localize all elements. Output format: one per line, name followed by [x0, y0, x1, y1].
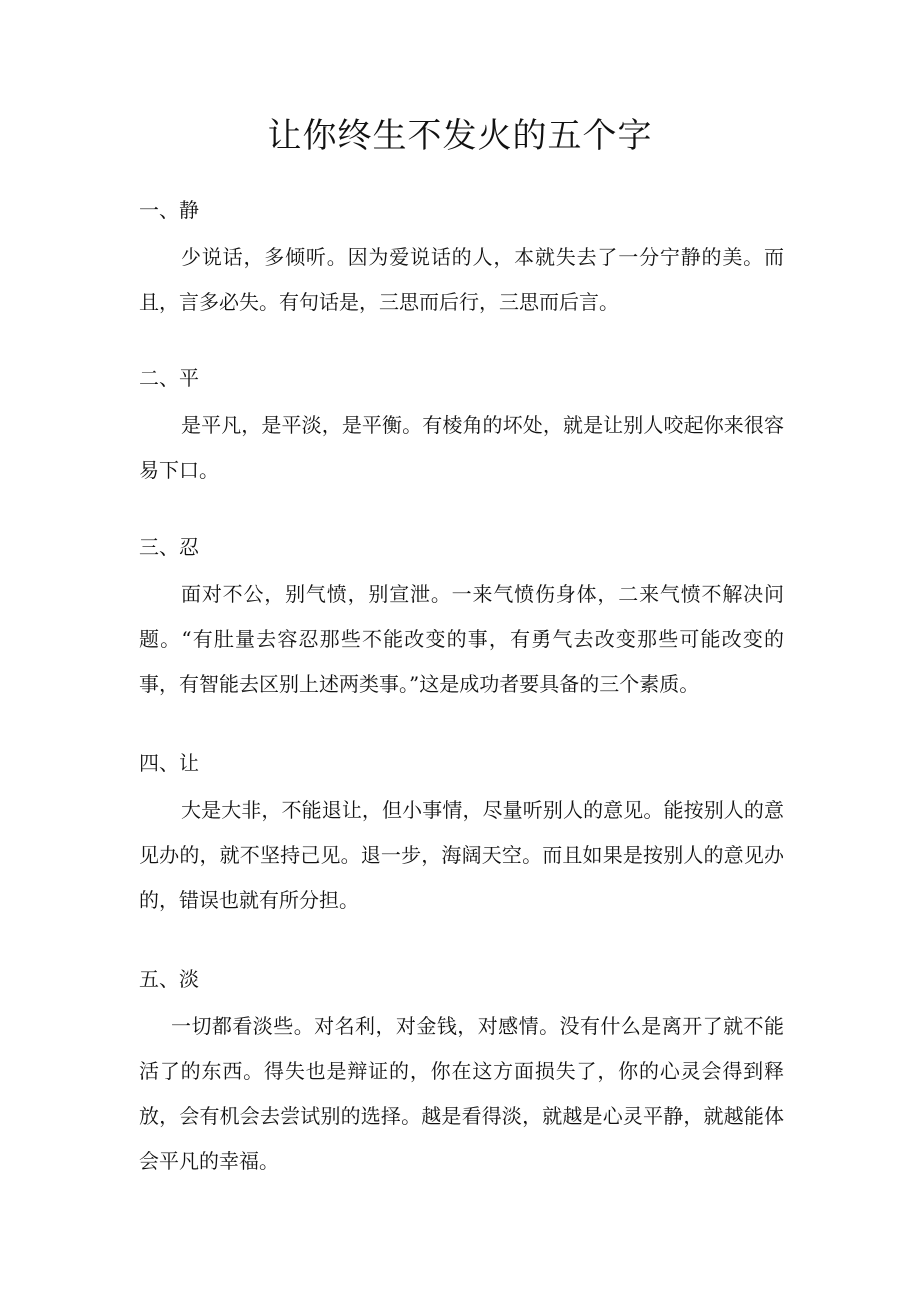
section-heading-ren: 三、忍 — [139, 535, 199, 559]
section-body-jing: 少说话，多倾听。因为爱说话的人，本就失去了一分宁静的美。而且，言多必失。有句话是，三思而后行，三思而后言。 — [139, 245, 784, 314]
section-heading-jing: 一、静 — [139, 198, 199, 222]
document-title: 让你终生不发火的五个字 — [267, 116, 653, 156]
section-heading-ping: 二、平 — [139, 366, 199, 390]
section-body-ren: 面对不公，别气愤，别宣泄。一来气愤伤身体，二来气愤不解决问题。“有肚量去容忍那些不能改变的事，有勇气去改变那些可能改变的事，有智能去区别上述两类事。”这是成功者要具备的三个素质。 — [139, 582, 784, 696]
section-heading-rang: 四、让 — [139, 751, 199, 775]
section-body-dan: 一切都看淡些。对名利，对金钱，对感情。没有什么是离开了就不能活了的东西。得失也是辩证的，你在这方面损失了，你的心灵会得到释放，会有机会去尝试别的选择。越是看得淡，就越是心灵平静，就越能体会平凡的幸福。 — [139, 1014, 784, 1173]
section-heading-dan: 五、淡 — [139, 967, 199, 991]
section-body-rang: 大是大非，不能退让，但小事情，尽量听别人的意见。能按别人的意见办的，就不坚持己见。退一步，海阔天空。而且如果是按别人的意见办的，错误也就有所分担。 — [139, 798, 784, 912]
section-body-ping: 是平凡，是平淡，是平衡。有棱角的坏处，就是让别人咬起你来很容易下口。 — [139, 413, 784, 482]
